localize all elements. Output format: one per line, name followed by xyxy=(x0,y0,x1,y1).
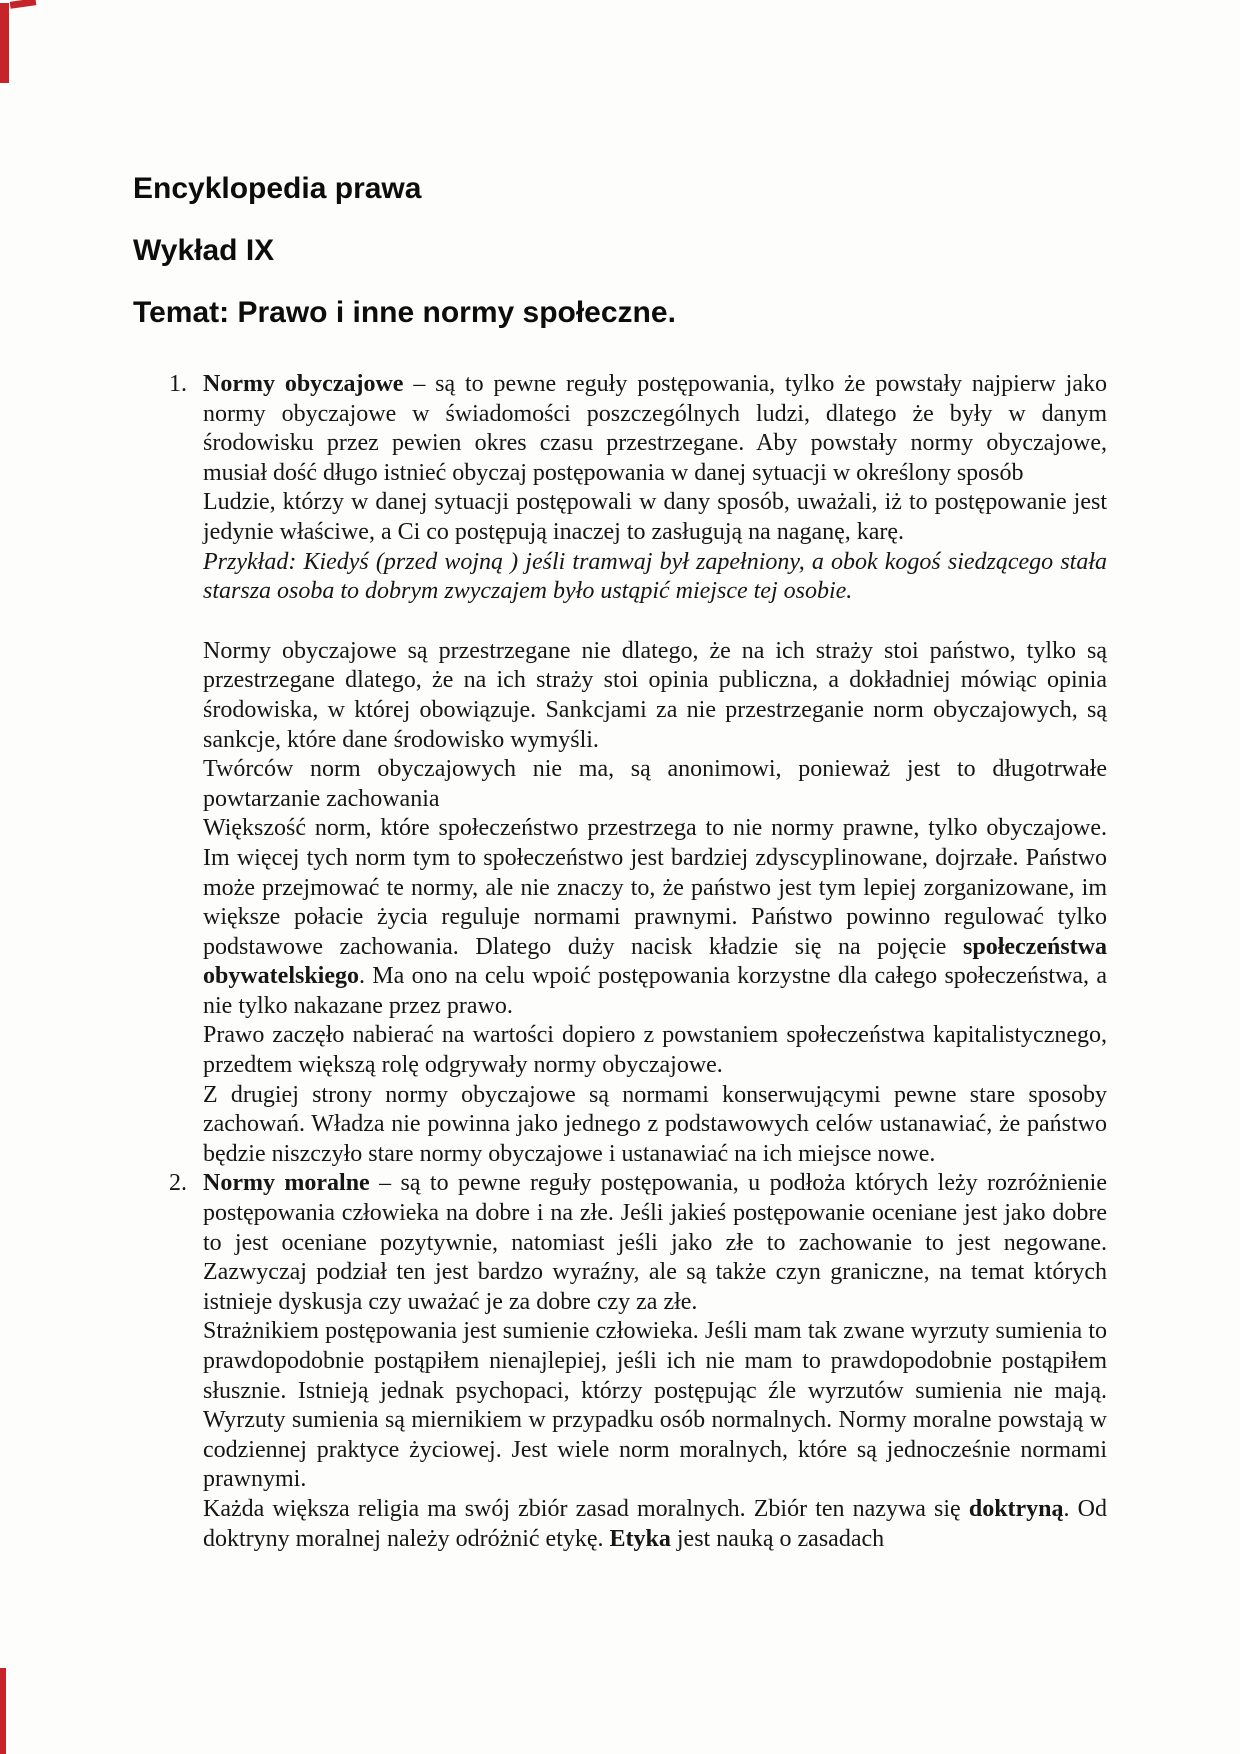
lecture-number-heading: Wykład IX xyxy=(133,234,275,267)
paragraph-example-italic: Przykład: Kiedyś (przed wojną ) jeśli tramwaj był zapełniony, a obok kogoś siedzącego stała starsza osoba to dobrym zwyczajem było ustąpić miejsce tej osobie. xyxy=(203,548,1107,605)
bold-term-normy-moralne: Normy moralne xyxy=(203,1170,370,1197)
list-marker-1: 1. xyxy=(169,371,187,397)
list-item-customary-norms xyxy=(133,370,1107,1169)
paragraph-creators: Twórców norm obyczajowych nie ma, są anonimowi, ponieważ jest to długotrwałe powtarzanie zachowania xyxy=(203,756,1107,812)
paragraph-text: . Ma ono na celu wpoić postępowania korzystne dla całego społeczeństwa, a nie tylko nakazane przez prawo. xyxy=(203,963,1107,1019)
paragraph-enforcement: Normy obyczajowe są przestrzegane nie dlatego, że na ich straży stoi państwo, tylko są przestrzegane dlatego, że na ich straży stoi opinia publiczna, a dokładniej mówiąc opinia środowiska, w której obowiązuje. Sankcjami za nie przestrzeganie norm obyczajowych, są sankcje, które dane środowisko wymyśli. xyxy=(203,637,1107,753)
scan-artifact-bottom-left xyxy=(0,1668,6,1754)
numbered-list xyxy=(133,370,1107,1554)
paragraph-text: jest nauką o zasadach xyxy=(670,1525,885,1552)
document-content xyxy=(133,172,1107,1554)
paragraph-law-value: Prawo zaczęło nabierać na wartości dopiero z powstaniem społeczeństwa kapitalistycznego, przedtem większą rolę odgrywały normy obyczajowe. xyxy=(203,1022,1107,1079)
bold-term-spoleczenstwo-obywatelskie: społeczeństwa obywatelskiego xyxy=(203,933,1107,990)
paragraph-conserving-norms: Z drugiej strony normy obyczajowe są normami konserwującymi pewne stare sposoby zachowań. Władza nie powinna jako jednego z podstawowych celów ustanawiać, że państwo będzie niszczyło stare normy obyczajowe i ustanawiać na ich miejsce nowe. xyxy=(203,1081,1107,1167)
paragraph-people-behaviour: Ludzie, którzy w danej sytuacji postępowali w dany sposób, uważali, iż to postępowanie jest jedynie właściwe, a Ci co postępują inaczej to zasługują na naganę, karę. xyxy=(203,489,1107,545)
paragraph-text: – są to pewne reguły postępowania, tylko że powstały najpierw jako normy obyczajowe w świadomości poszczególnych ludzi, dlatego że były w danym środowisku przez pewien okres czasu przestrzegane. Aby powstały normy obyczajowe, musiał dość długo istnieć obyczaj postępowania w danej sytuacji w określony sposób xyxy=(203,371,1107,486)
bold-term-normy-obyczajowe: Normy obyczajowe xyxy=(203,371,404,397)
bold-term-doktryna: doktryną xyxy=(968,1495,1064,1522)
list-marker-2: 2. xyxy=(169,1170,187,1197)
paragraph-religion-doctrine xyxy=(203,1495,1107,1554)
paragraph-definition xyxy=(203,370,1107,488)
scan-artifact-top-left xyxy=(0,3,9,83)
paragraph-definition xyxy=(203,1169,1107,1317)
document-title: Encyklopedia prawa xyxy=(133,172,422,205)
list-item-moral-norms xyxy=(133,1169,1107,1554)
paragraph-text: – są to pewne reguły postępowania, u podłoża których leży rozróżnienie postępowania człowieka na dobre i na złe. Jeśli jakieś postępowanie oceniane jest jako dobre to jest oceniane pozytywnie, natomiast jeśli jako złe to zachowanie to jest negowane. Zazwyczaj podział ten jest bardzo wyraźny, ale są także czyn graniczne, na temat których istnieje dyskusja czy uważać je za dobre czy za złe. xyxy=(203,1170,1107,1315)
scan-artifact-top-tick xyxy=(10,0,37,9)
bold-term-etyka: Etyka xyxy=(609,1525,671,1552)
paragraph-conscience: Strażnikiem postępowania jest sumienie człowieka. Jeśli mam tak zwane wyrzuty sumienia to prawdopodobnie postąpiłem nienajlepiej, jeśli ich nie mam to prawdopodobnie postąpiłem słusznie. Istnieją jednak psychopaci, którzy postępując źle wyrzutów sumienia nie mają. Wyrzuty sumienia są miernikiem w przypadku osób normalnych. Normy moralne powstają w codziennej praktyce życiowej. Jest wiele norm moralnych, które są jednocześnie normami prawnymi. xyxy=(203,1318,1107,1493)
paragraph-text: Większość norm, które społeczeństwo przestrzega to nie normy prawne, tylko obyczajowe. Im więcej tych norm tym to społeczeństwo jest bardziej zdyscyplinowane, dojrzałe. Państwo może przejmować te normy, ale nie znaczy to, że państwo jest tym lepiej zorganizowane, im większe połacie życia reguluje normami prawnymi. Państwo powinno regulować tylko podstawowe zachowania. Dlatego duży nacisk kładzie się na pojęcie xyxy=(203,815,1107,960)
paragraph-text: . Od doktryny moralnej należy odróżnić etykę. xyxy=(203,1495,1107,1552)
paragraph-text: Każda większa religia ma swój zbiór zasad moralnych. Zbiór ten nazywa się xyxy=(203,1495,969,1522)
paragraph-society xyxy=(203,814,1107,1021)
topic-heading: Temat: Prawo i inne normy społeczne. xyxy=(133,296,676,329)
